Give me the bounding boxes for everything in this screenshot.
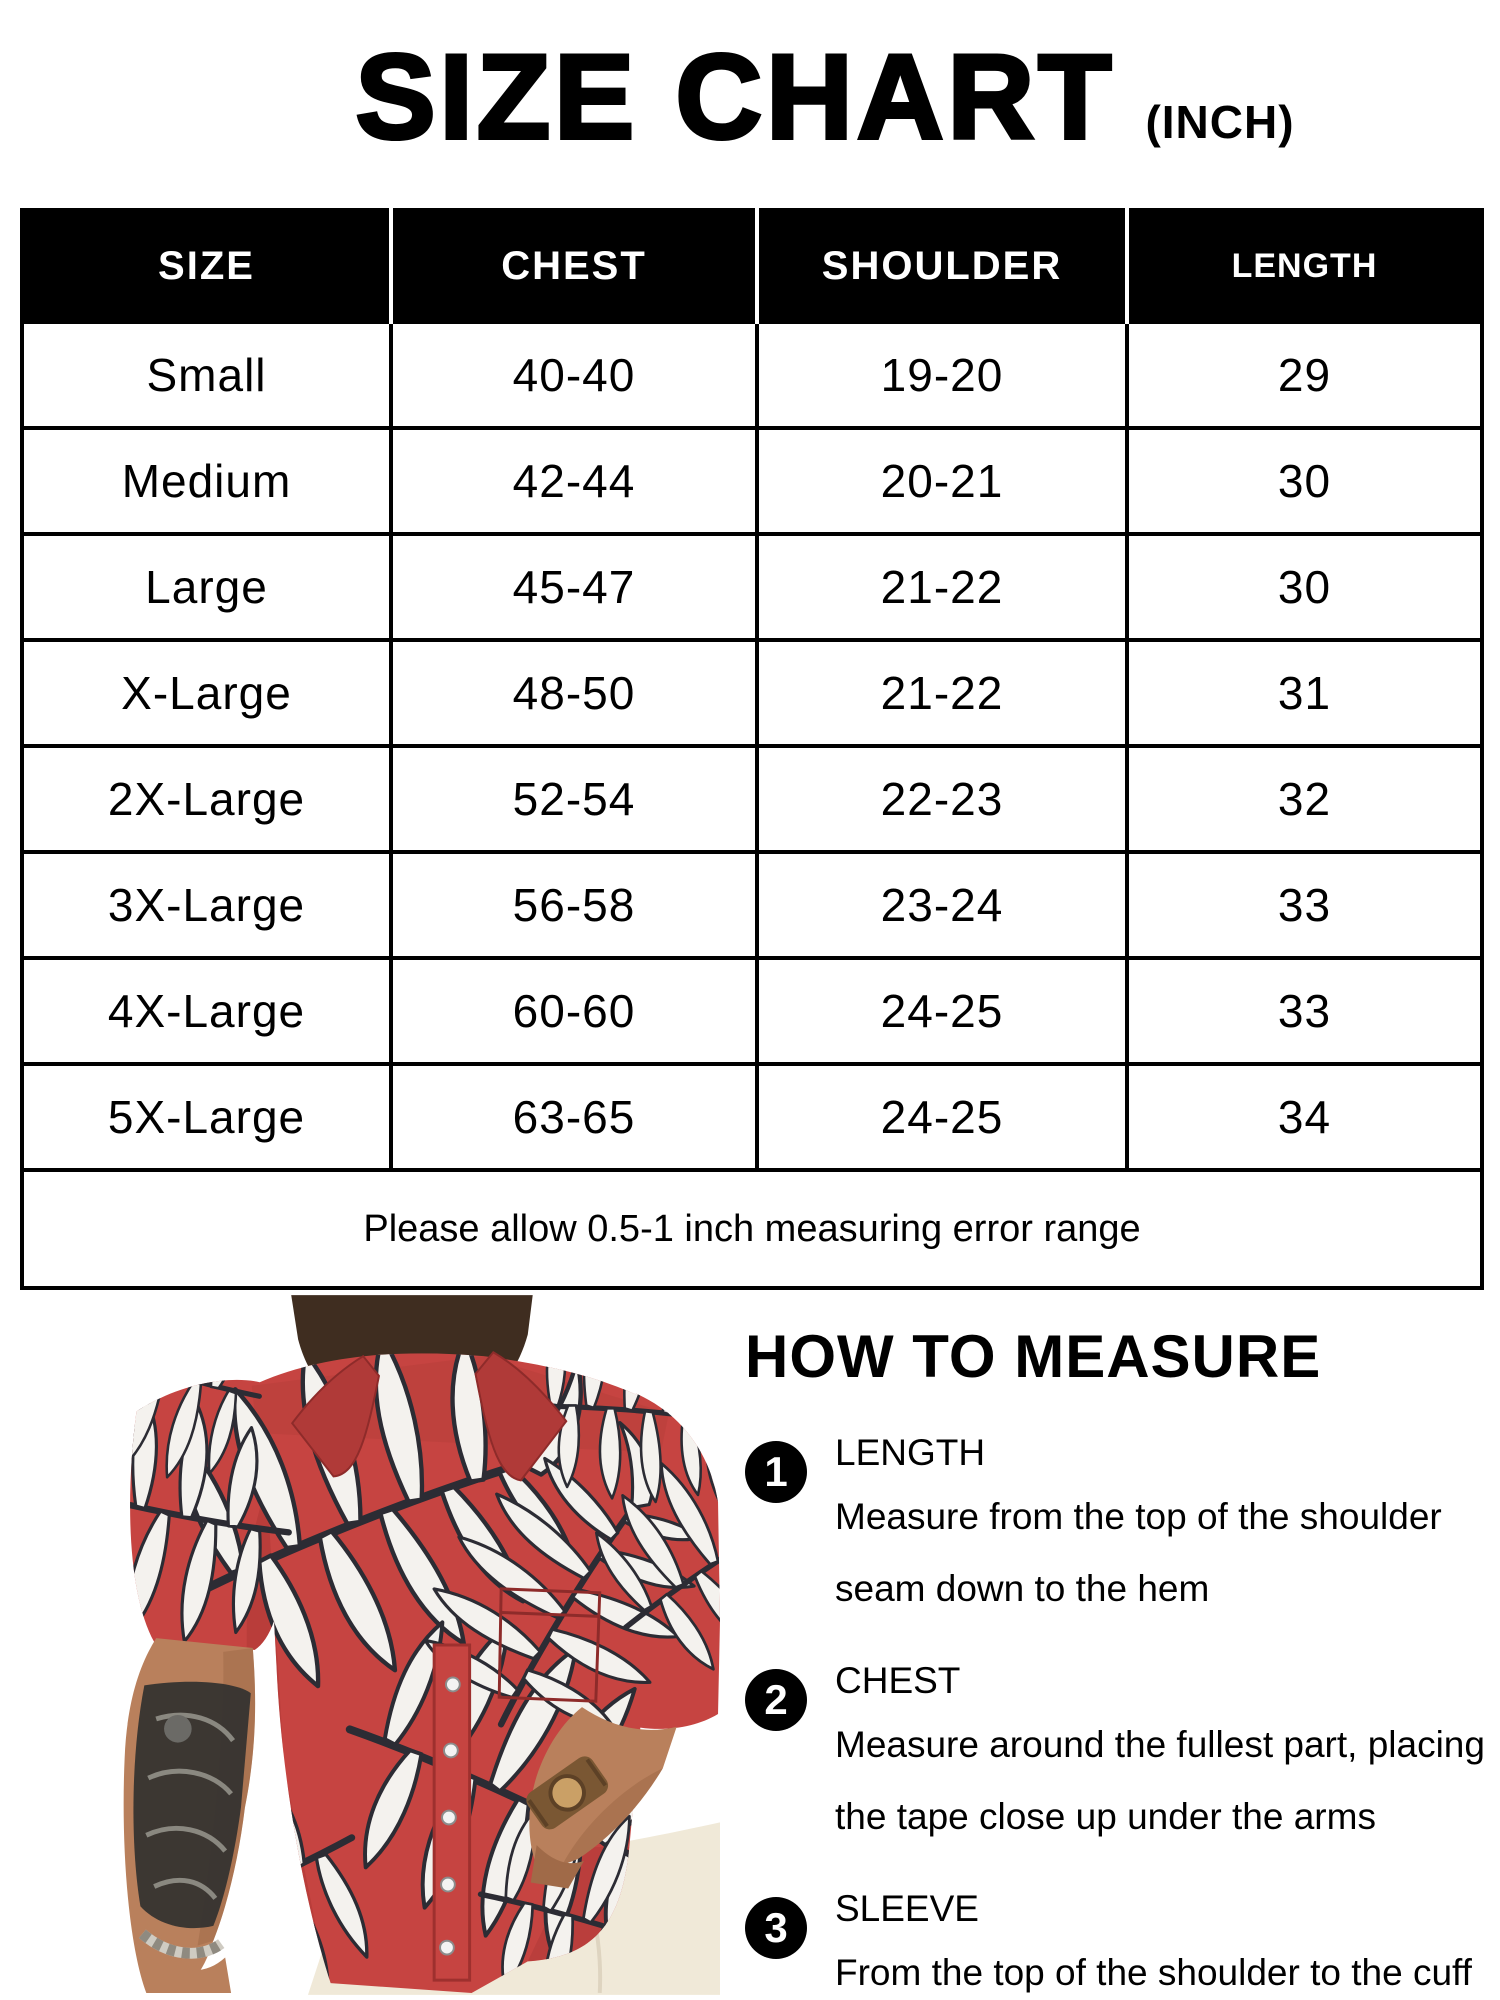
cell-size: Large <box>22 534 391 640</box>
cell-length: 31 <box>1127 640 1482 746</box>
cell-size: 3X-Large <box>22 852 391 958</box>
model-photo <box>30 1290 720 2000</box>
cell-length: 34 <box>1127 1064 1482 1170</box>
table-row <box>22 428 1482 534</box>
cell-size: Small <box>22 322 391 428</box>
measuring-error-note: Please allow 0.5-1 inch measuring error range <box>22 1170 1482 1288</box>
step-description: Measure from the top of the shoulder seam down to the hem <box>835 1496 1442 1609</box>
cell-chest: 63-65 <box>391 1064 757 1170</box>
step-label: SLEEVE <box>835 1888 979 1929</box>
cell-length: 33 <box>1127 958 1482 1064</box>
step-description: Measure around the fullest part, placing the tape close up under the arms <box>835 1724 1485 1837</box>
cell-chest: 56-58 <box>391 852 757 958</box>
title-unit-label: (INCH) <box>1145 96 1295 148</box>
cell-shoulder: 19-20 <box>757 322 1127 428</box>
step-label: CHEST <box>835 1660 961 1701</box>
table-row <box>22 534 1482 640</box>
title-text: SIZE CHART <box>355 30 1116 164</box>
header-size: SIZE <box>22 210 391 322</box>
cell-shoulder: 21-22 <box>757 640 1127 746</box>
cell-shoulder: 22-23 <box>757 746 1127 852</box>
left-arm <box>124 1638 255 1993</box>
cell-shoulder: 24-25 <box>757 1064 1127 1170</box>
cell-size: 4X-Large <box>22 958 391 1064</box>
step-number-badge: 2 <box>745 1669 807 1731</box>
cell-length: 30 <box>1127 428 1482 534</box>
tattoo-sleeve <box>133 1682 250 1928</box>
cell-length: 29 <box>1127 322 1482 428</box>
cell-size: Medium <box>22 428 391 534</box>
cell-length: 33 <box>1127 852 1482 958</box>
table-row <box>22 958 1482 1064</box>
cell-chest: 52-54 <box>391 746 757 852</box>
cell-chest: 45-47 <box>391 534 757 640</box>
table-row <box>22 1064 1482 1170</box>
cell-size: 5X-Large <box>22 1064 391 1170</box>
step-description: From the top of the shoulder to the cuff <box>835 1952 1472 1993</box>
size-table <box>20 208 1484 1290</box>
cell-shoulder: 20-21 <box>757 428 1127 534</box>
cell-shoulder: 24-25 <box>757 958 1127 1064</box>
table-row <box>22 852 1482 958</box>
header-length: LENGTH <box>1127 210 1482 322</box>
measure-step-chest <box>745 1655 1485 1853</box>
cell-length: 30 <box>1127 534 1482 640</box>
how-to-measure-title: HOW TO MEASURE <box>745 1323 1322 1390</box>
measure-step-length <box>745 1427 1485 1625</box>
cell-length: 32 <box>1127 746 1482 852</box>
page-title <box>75 28 1500 168</box>
step-number-badge: 1 <box>745 1441 807 1503</box>
step-number-badge: 3 <box>745 1897 807 1959</box>
header-shoulder: SHOULDER <box>757 210 1127 322</box>
table-row <box>22 640 1482 746</box>
cell-shoulder: 23-24 <box>757 852 1127 958</box>
cell-chest: 42-44 <box>391 428 757 534</box>
cell-chest: 48-50 <box>391 640 757 746</box>
header-chest: CHEST <box>391 210 757 322</box>
model-photo-illustration <box>30 1290 720 2000</box>
cell-size: 2X-Large <box>22 746 391 852</box>
how-to-measure-section <box>745 1322 1485 2000</box>
table-header-row <box>22 210 1482 322</box>
table-row <box>22 746 1482 852</box>
cell-shoulder: 21-22 <box>757 534 1127 640</box>
measure-step-sleeve <box>745 1883 1485 2000</box>
step-label: LENGTH <box>835 1432 986 1473</box>
cell-chest: 60-60 <box>391 958 757 1064</box>
table-note-row <box>22 1170 1482 1288</box>
cell-size: X-Large <box>22 640 391 746</box>
table-row <box>22 322 1482 428</box>
cell-chest: 40-40 <box>391 322 757 428</box>
